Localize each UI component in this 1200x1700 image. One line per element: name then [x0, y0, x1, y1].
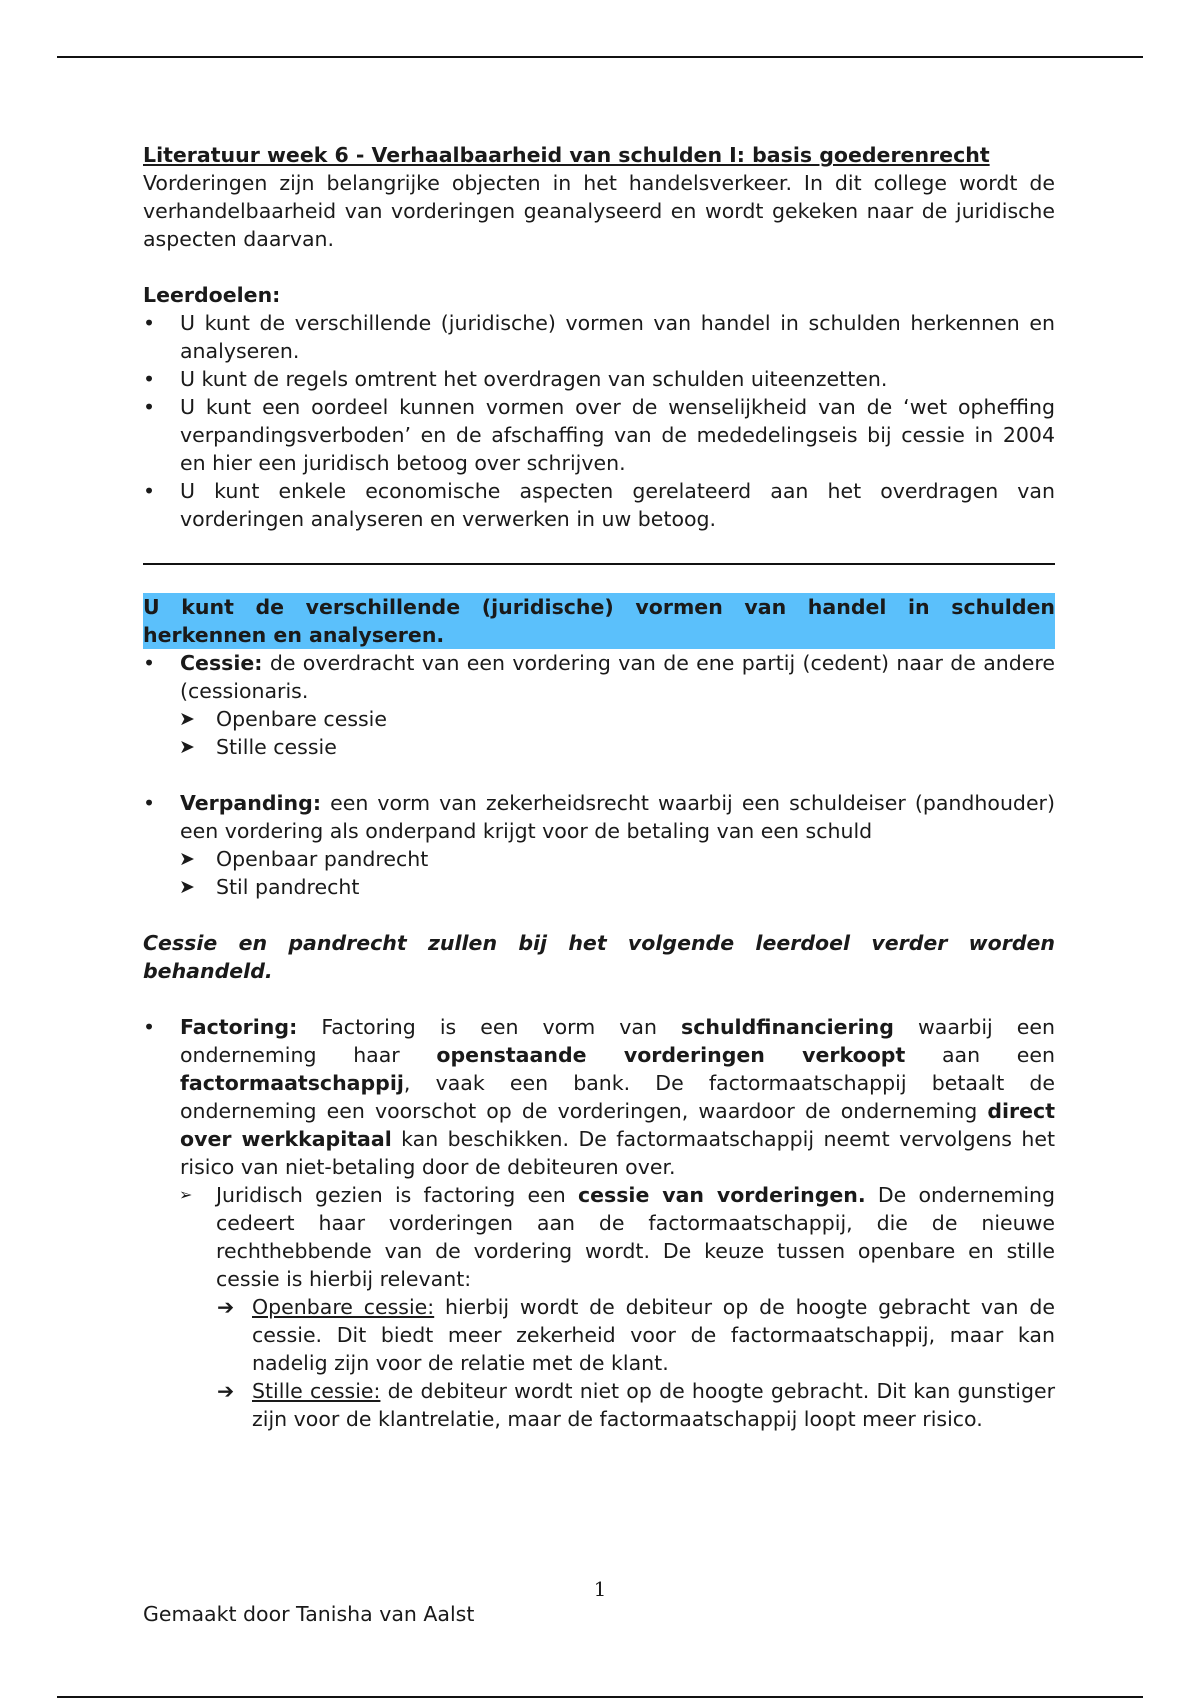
footer-author: Gemaakt door Tanisha van Aalst [143, 1602, 475, 1626]
verpanding-item [143, 789, 1055, 845]
leerdoel-item: • U kunt een oordeel kunnen vormen over de wenselijkheid van de ‘wet opheffing verpandingsverboden’ en de afschaffing van de mededelingseis bij cessie in 2004 en hier een juridisch betoog over schrijven. [143, 393, 1055, 477]
leerdoel-item: • U kunt de verschillende (juridische) vormen van handel in schulden herkennen en analyseren. [143, 309, 1055, 365]
right-arrow-icon: ➔ [217, 1295, 235, 1319]
sub-item: ➤ Stil pandrecht [179, 875, 360, 899]
cessie-term: Cessie: [180, 651, 263, 675]
bottom-rule [57, 1696, 1143, 1698]
factoring-item: • Factoring: Factoring is een vorm van schuldfinanciering waarbij een onderneming haar openstaande vorderingen verkoopt aan een factormaatschappij, vaak een bank. De factormaatschappij betaalt de onderneming een voorschot op de vorderingen, waardoor de onderneming direct over werkkapitaal kan beschikken. De factormaatschappij neemt vervolgens het risico van niet-betaling door de debiteuren over. [143, 1013, 1055, 1181]
right-arrow-icon: ➔ [217, 1379, 235, 1403]
section-divider [143, 563, 1055, 565]
document-body [143, 141, 1055, 1433]
leerdoelen-list [143, 309, 1055, 533]
leerdoel-item: • U kunt de regels omtrent het overdragen van schulden uiteenzetten. [143, 365, 1055, 393]
arrowhead-icon: ➤ [179, 736, 195, 758]
section-heading-highlighted: U kunt de verschillende (juridische) vormen van handel in schulden herkennen en analyseren. [143, 595, 1055, 647]
italic-note: Cessie en pandrecht zullen bij het volgende leerdoel verder worden behandeld. [143, 931, 1055, 983]
verpanding-text: een vorm van zekerheidsrecht waarbij een schuldeiser (pandhouder) een vordering als onderpand krijgt voor de betaling van een schuld [180, 791, 1055, 843]
sub-item: ➤ Openbaar pandrecht [179, 847, 429, 871]
stille-cessie-item: ➔ Stille cessie: de debiteur wordt niet op de hoogte gebracht. Dit kan gunstiger zijn voor de klantrelatie, maar de factormaatschappij loopt meer risico. [217, 1379, 1056, 1431]
leerdoelen-heading: Leerdoelen: [143, 283, 281, 307]
page-number: 1 [593, 1577, 607, 1601]
arrowhead-icon: ➤ [179, 876, 195, 898]
verpanding-term: Verpanding: [180, 791, 322, 815]
intro-paragraph: Vorderingen zijn belangrijke objecten in het handelsverkeer. In dit college wordt de verhandelbaarheid van vorderingen geanalyseerd en wordt gekeken naar de juridische aspecten daarvan. [143, 171, 1055, 251]
top-rule [57, 56, 1143, 58]
leerdoel-item: • U kunt enkele economische aspecten gerelateerd aan het overdragen van vorderingen analyseren en verwerken in uw betoog. [143, 477, 1055, 533]
sub-item: ➤ Stille cessie [179, 735, 337, 759]
cessie-item [143, 649, 1055, 705]
arrowhead-icon: ➤ [179, 708, 195, 730]
cessie-text: de overdracht van een vordering van de ene partij (cedent) naar de andere (cessionaris. [180, 651, 1055, 703]
arrowhead-icon: ➤ [179, 848, 195, 870]
openbare-cessie-item: ➔ Openbare cessie: hierbij wordt de debiteur op de hoogte gebracht van de cessie. Dit biedt meer zekerheid voor de factormaatschappij, maar kan nadelig zijn voor de relatie met de klant. [217, 1295, 1055, 1375]
factoring-sub-item: ➢ Juridisch gezien is factoring een cessie van vorderingen. De onderneming cedeert haar vorderingen aan de factormaatschappij, die de nieuwe rechthebbende van de vordering wordt. De keuze tussen openbare en stille cessie is hierbij relevant: [179, 1183, 1056, 1291]
document-title: Literatuur week 6 - Verhaalbaarheid van schulden I: basis goederenrecht [143, 143, 990, 167]
arrowhead-outline-icon: ➢ [179, 1185, 193, 1204]
sub-item: ➤ Openbare cessie [179, 707, 387, 731]
